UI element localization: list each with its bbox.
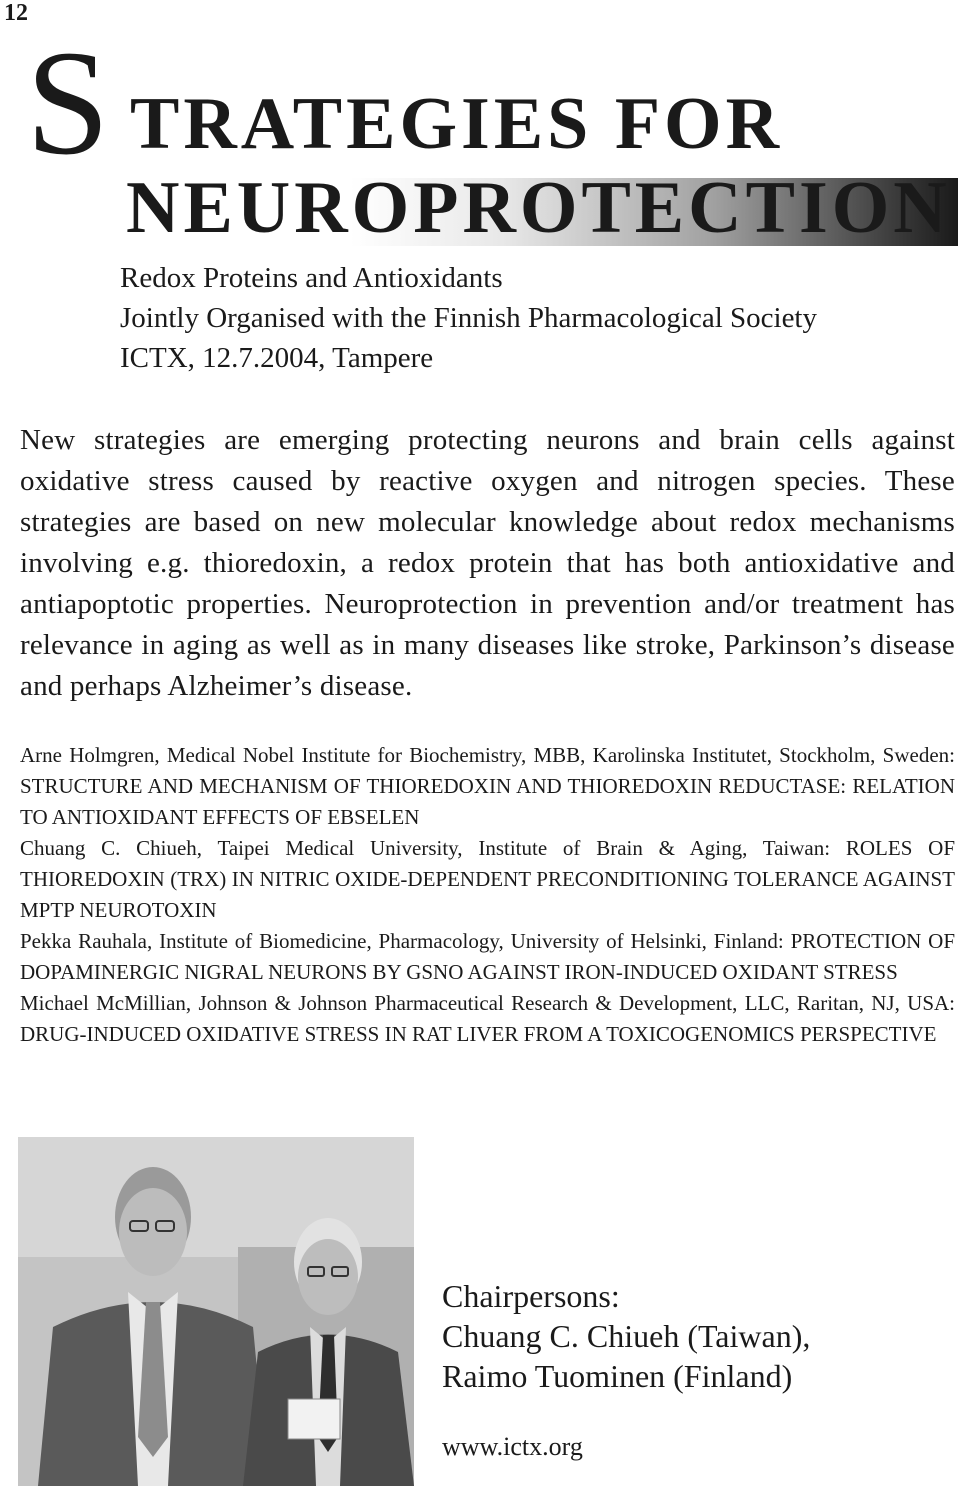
- website-link[interactable]: www.ictx.org: [442, 1432, 583, 1461]
- intro-paragraph: New strategies are emerging protecting neurons and brain cells against oxidative stress caused by reactive oxygen and nitrogen species. These strategies are based on new molecular knowledge about redox mechanisms involving e.g. thioredoxin, a redox protein that has both antioxidative and antiapoptotic properties. Neuroprotection in prevention and/or treatment has relevance in aging as well as in many diseases like stroke, Parkinson’s disease and perhaps Alzheimer’s disease.: [20, 424, 955, 702]
- chairpersons-block: [442, 1276, 810, 1396]
- speaker-list: [20, 740, 955, 1050]
- speaker-entry: Michael McMillian, Johnson & Johnson Pharmaceutical Research & Development, LLC, Raritan, NJ, USA: DRUG-INDUCED OXIDATIVE STRESS IN RAT LIVER FROM A TOXICOGENOMICS PERSPECTIVE: [20, 991, 955, 1046]
- title-line-2: NEUROPROTECTION: [126, 167, 951, 249]
- photo-illustration: [18, 1137, 414, 1486]
- chairpersons-photo: [18, 1137, 414, 1486]
- chairpersons-heading: Chairpersons:: [442, 1278, 620, 1314]
- subtitle-line-2: Jointly Organised with the Finnish Pharmacological Society: [120, 302, 817, 334]
- title-initial: S: [26, 20, 108, 186]
- subtitle-line-3: ICTX, 12.7.2004, Tampere: [120, 342, 434, 374]
- title-line-1: TRATEGIES FOR: [130, 83, 784, 165]
- subtitle: [120, 258, 950, 378]
- speaker-entry: Arne Holmgren, Medical Nobel Institute for Biochemistry, MBB, Karolinska Institutet, Stockholm, Sweden: STRUCTURE AND MECHANISM OF THIOREDOXIN AND THIOREDOXIN REDUCTASE: RELATION TO ANTIOXIDANT EFFECTS OF EBSELEN: [20, 743, 955, 829]
- speaker-entry: Pekka Rauhala, Institute of Biomedicine, Pharmacology, University of Helsinki, Finland: PROTECTION OF DOPAMINERGIC NIGRAL NEURONS BY GSNO AGAINST IRON-INDUCED OXIDANT STRESS: [20, 929, 955, 984]
- chairperson-1: Chuang C. Chiueh (Taiwan),: [442, 1318, 811, 1354]
- speaker-entry: Chuang C. Chiueh, Taipei Medical University, Institute of Brain & Aging, Taiwan: ROLES OF THIOREDOXIN (TRX) IN NITRIC OXIDE-DEPENDENT PRECONDITIONING TOLERANCE AGAINST MPTP NEUROTOXIN: [20, 836, 955, 922]
- page-number: 12: [4, 0, 28, 26]
- subtitle-line-1: Redox Proteins and Antioxidants: [120, 262, 503, 294]
- chairperson-2: Raimo Tuominen (Finland): [442, 1358, 793, 1394]
